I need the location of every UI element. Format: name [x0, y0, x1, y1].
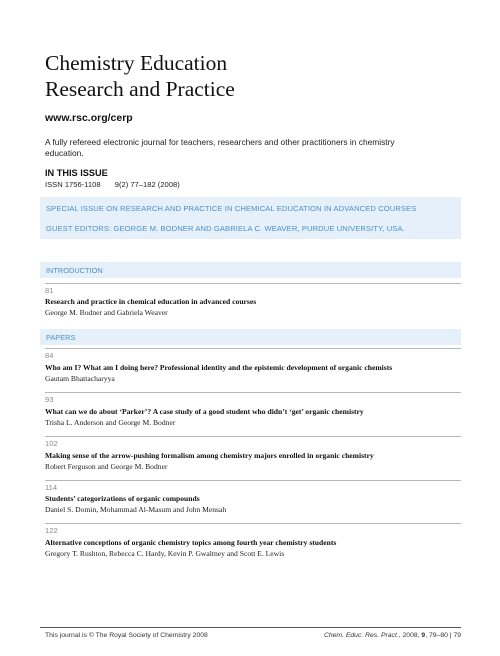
divider: [45, 283, 461, 284]
volume-pages: 9(2) 77–182 (2008): [114, 180, 180, 189]
article-page-number: 114: [45, 483, 58, 492]
footer-copyright: This journal is © The Royal Society of Chemistry 2008: [45, 632, 208, 639]
article-title[interactable]: What can we do about ‘Parker’? A case study of a good student who didn’t ‘get’ organic chemistry: [45, 407, 364, 416]
issue-heading: IN THIS ISSUE: [45, 168, 108, 178]
article-authors: George M. Bodner and Gabriela Weaver: [45, 308, 168, 317]
guest-editors: GUEST EDITORS: GEORGE M. BODNER AND GABRIELA C. WEAVER, PURDUE UNIVERSITY, USA.: [46, 224, 405, 233]
article-authors: Robert Ferguson and George M. Bodner: [45, 462, 168, 471]
journal-url[interactable]: www.rsc.org/cerp: [45, 112, 133, 124]
article-title[interactable]: Making sense of the arrow-pushing formalism among chemistry majors enrolled in organic chemistry: [45, 451, 374, 460]
article-authors: Trisha L. Anderson and George M. Bodner: [45, 418, 176, 427]
special-issue-title: SPECIAL ISSUE ON RESEARCH AND PRACTICE IN CHEMICAL EDUCATION IN ADVANCED COURSES: [46, 204, 417, 213]
divider: [45, 480, 461, 481]
issue-meta: [45, 180, 192, 189]
issn-label: ISSN 1756-1108: [45, 180, 101, 189]
article-page-number: 84: [45, 351, 54, 360]
journal-title-line1: Chemistry Education: [45, 51, 228, 75]
journal-title: [45, 50, 235, 102]
article-authors: Daniel S. Domin, Mohammad Al-Masum and John Mensah: [45, 505, 227, 514]
divider: [45, 523, 461, 524]
divider: [45, 392, 461, 393]
article-title[interactable]: Students’ categorizations of organic compounds: [45, 494, 200, 503]
article-page-number: 102: [45, 439, 58, 448]
article-title[interactable]: Research and practice in chemical education in advanced courses: [45, 297, 257, 306]
divider: [45, 436, 461, 437]
section-label: INTRODUCTION: [46, 266, 103, 275]
journal-title-line2: Research and Practice: [45, 77, 235, 101]
section-header-introduction: [40, 262, 461, 278]
article-authors: Gregory T. Rushton, Rebecca C. Hardy, Kevin P. Gwaltney and Scott E. Lewis: [45, 549, 285, 558]
journal-description: A fully refereed electronic journal for teachers, researchers and other practitioners in chemistry education.: [45, 137, 395, 158]
section-header-papers: [40, 329, 461, 345]
article-authors: Gautam Bhattacharyya: [45, 374, 115, 383]
footer-citation: [324, 632, 461, 639]
section-label: PAPERS: [46, 333, 76, 342]
footer-page-number: 79: [453, 632, 461, 639]
special-issue-box: [40, 197, 461, 239]
footer-separator: |: [447, 632, 454, 639]
article-page-number: 122: [45, 526, 58, 535]
journal-abbreviation: Chem. Educ. Res. Pract.: [323, 632, 399, 639]
article-title[interactable]: Who am I? What am I doing here? Professional identity and the epistemic development of organic chemists: [45, 363, 393, 372]
article-page-number: 93: [45, 395, 54, 404]
citation-pages: , 79–80: [425, 632, 448, 639]
article-title[interactable]: Alternative conceptions of organic chemistry topics among fourth year chemistry students: [45, 538, 337, 547]
citation-year: , 2008,: [398, 632, 422, 639]
divider: [45, 348, 461, 349]
citation-volume: 9: [421, 632, 426, 639]
article-page-number: 81: [45, 286, 54, 295]
footer-divider: [40, 627, 461, 628]
